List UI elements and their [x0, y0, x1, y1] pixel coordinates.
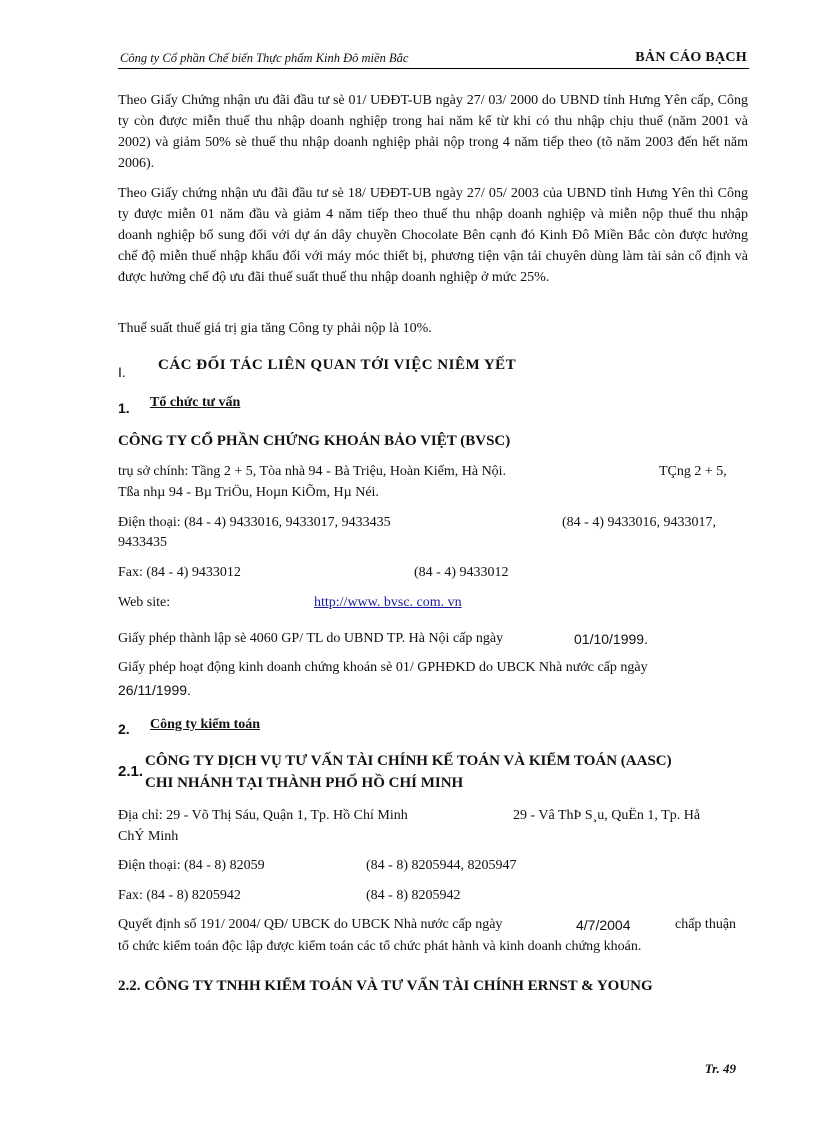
auditor-address-dup-line2: ChÝ Minh [118, 829, 179, 844]
section-1-title: Tổ chức tư vấn [150, 395, 241, 410]
page-header [118, 50, 749, 69]
advisor-fax-dup: (84 - 4) 9433012 [414, 565, 509, 580]
advisor-website-link[interactable]: http://www. bvsc. com. vn [314, 595, 462, 610]
section-2-1-title-line2: CHI NHÁNH TẠI THÀNH PHỐ HỒ CHÍ MINH [145, 775, 464, 791]
section-2-2-title: 2.2. CÔNG TY TNHH KIỂM TOÁN VÀ TƯ VẤN TÀI CHÍNH ERNST & YOUNG [118, 978, 653, 994]
paragraph-vat-rate: Thuế suất thuế giá trị gia tăng Công ty phải nộp là 10%. [118, 321, 432, 336]
section-2-1-title-line1: CÔNG TY DỊCH VỤ TƯ VẤN TÀI CHÍNH KẾ TOÁN VÀ KIỂM TOÁN (AASC) [145, 753, 672, 769]
section-2-title: Công ty kiểm toán [150, 717, 261, 732]
section-1-number: 1. [118, 400, 130, 416]
section-I-number: I. [118, 364, 126, 380]
paragraph-tax-incentive-1: Theo Giấy Chứng nhận ưu đãi đầu tư sè 01/ UĐĐT-UB ngày 27/ 03/ 2000 do UBND tỉnh Hưng Yên cấp, Công ty còn được miễn thuế thu nhập doanh nghiệp trong hai năm kể từ khi có thu nhập chịu thuế (năm 2001 và 2002) và giảm 50% sè thuế thu nhập doanh nghiệp phải nộp trong 4 năm tiếp theo (tõ năm 2003 đến hết năm 2006). [118, 93, 748, 171]
auditor-phone-dup: (84 - 8) 8205944, 8205947 [366, 858, 517, 873]
auditor-address-dup: 29 - Vâ ThÞ S¸u, QuËn 1, Tp. Hå [513, 808, 701, 823]
auditor-decision-line2: tổ chức kiểm toán độc lập được kiểm toán các tổ chức phát hành và kinh doanh chứng khoán. [118, 939, 642, 954]
auditor-decision-date: 4/7/2004 [576, 917, 631, 933]
section-2-number: 2. [118, 721, 130, 737]
advisor-license-establishment-date: 01/10/1999. [574, 631, 648, 647]
auditor-decision-approval: chấp thuận [675, 917, 737, 932]
advisor-address-dup: TÇng 2 + 5, [659, 464, 727, 479]
advisor-company-name: CÔNG TY CỔ PHẦN CHỨNG KHOÁN BẢO VIỆT (BVSC) [118, 433, 511, 449]
auditor-fax-dup: (84 - 8) 8205942 [366, 888, 461, 903]
advisor-address: trụ sở chính: Tầng 2 + 5, Tòa nhà 94 - Bà Triệu, Hoàn Kiếm, Hà Nội. [118, 464, 507, 479]
page-number: Tr. 49 [704, 1061, 736, 1076]
section-2-1-number: 2.1. [118, 763, 144, 780]
header-company-name: Công ty Cổ phần Chế biến Thực phẩm Kinh Đô miền Bắc [120, 51, 409, 65]
auditor-fax: Fax: (84 - 8) 8205942 [118, 888, 241, 903]
advisor-license-operation-date: 26/11/1999. [118, 682, 191, 698]
auditor-decision: Quyết định số 191/ 2004/ QĐ/ UBCK do UBCK Nhà nước cấp ngày [118, 917, 503, 932]
header-document-title: BẢN CÁO BẠCH [635, 50, 747, 65]
auditor-address: Địa chỉ: 29 - Võ Thị Sáu, Quận 1, Tp. Hồ Chí Minh [118, 808, 408, 823]
advisor-phone-dup: (84 - 4) 9433016, 9433017, [562, 515, 716, 530]
advisor-license-establishment: Giấy phép thành lập sè 4060 GP/ TL do UBND TP. Hà Nội cấp ngày [118, 631, 504, 646]
advisor-website-label: Web site: [118, 595, 171, 610]
advisor-license-operation: Giấy phép hoạt động kinh doanh chứng khoán sè 01/ GPHĐKD do UBCK Nhà nước cấp ngày [118, 660, 648, 675]
paragraph-tax-incentive-2: Theo Giấy chứng nhận ưu đãi đầu tư sè 18/ UĐĐT-UB ngày 27/ 05/ 2003 của UBND tỉnh Hưng Yên thì Công ty được miễn 01 năm đầu và giảm 4 năm tiếp theo thuế thu nhập doanh nghiệp và miễn nộp thuế thu nhập doanh nghiệp bổ sung đối với dự án dây chuyền Chocolate Bên cạnh đó Kinh Đô Miền Bắc còn được hưởng chế độ miễn thuế nhập khẩu đối với máy móc thiết bị, phương tiện vận tải chuyên dùng làm tài sản cố định và được hưởng chế độ ưu đãi thuế suất thuế thu nhập doanh nghiệp ở mức 25%. [118, 186, 748, 285]
auditor-phone: Điện thoại: (84 - 8) 82059 [118, 858, 265, 873]
advisor-phone-dup-line2: 9433435 [118, 535, 167, 550]
advisor-phone: Điện thoại: (84 - 4) 9433016, 9433017, 9433435 [118, 515, 391, 530]
advisor-fax: Fax: (84 - 4) 9433012 [118, 565, 241, 580]
section-I-title: CÁC ĐỐI TÁC LIÊN QUAN TỚI VIỆC NIÊM YẾT [158, 357, 517, 373]
advisor-address-dup-line2: Tßa nhµ 94 - Bµ TriÖu, Hoµn KiÕm, Hµ Néi. [118, 485, 379, 500]
